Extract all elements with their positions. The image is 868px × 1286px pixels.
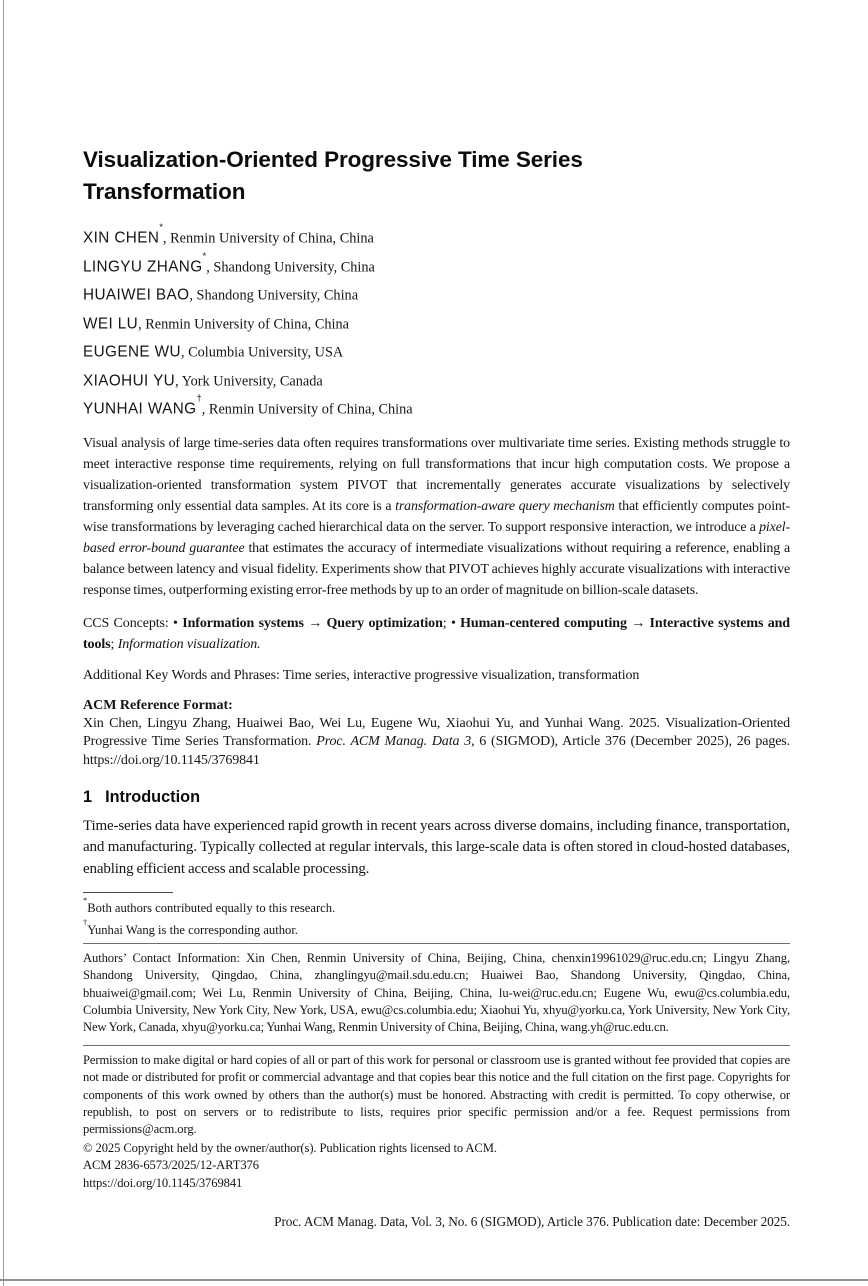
author-affiliation: , Renmin University of China, China xyxy=(201,401,413,418)
author-row xyxy=(83,251,790,280)
author-affiliation: , Renmin University of China, China xyxy=(138,315,349,332)
author-name: WEI LU xyxy=(83,314,139,332)
divider-rule xyxy=(83,1045,790,1046)
author-affiliation: , Columbia University, USA xyxy=(180,344,344,361)
author-footnote-marker: * xyxy=(159,222,163,233)
text-segment: CCS Concepts: • xyxy=(83,615,183,631)
text-segment: Xin Chen, Lingyu Zhang, Huaiwei Bao, Wei Lu, Eugene Wu, Xiaohui Yu, and Yunhai Wang. 2025. Visualization-Oriented Progressive Time Series Transformation. xyxy=(83,715,790,750)
author-row xyxy=(83,308,790,337)
author-footnote-marker: * xyxy=(202,250,207,262)
author-name: LINGYU ZHANG xyxy=(83,257,203,275)
author-affiliation: , Shandong University, China xyxy=(189,287,359,304)
copyright-line: © 2025 Copyright held by the owner/author(s). Publication rights licensed to ACM. xyxy=(83,1140,497,1155)
page-left-edge xyxy=(3,0,4,1286)
author-affiliation: , Shandong University, China xyxy=(206,258,375,275)
footnote xyxy=(83,896,790,917)
author-affiliation: , York University, Canada xyxy=(175,372,323,389)
introduction-paragraph: Time-series data have experienced rapid growth in recent years across diverse domains, including finance, transportation, and manufacturing. Typically collected at regular intervals, this large-scale data is often stored in cloud-hosted databases, enabling efficient access and scalable processing. xyxy=(83,817,790,877)
section-number: 1 xyxy=(83,787,93,806)
doi-link[interactable]: https://doi.org/10.1145/3769841 xyxy=(83,753,260,769)
footnote-rule xyxy=(83,892,173,893)
paper-title-line-2: Transformation xyxy=(83,179,246,204)
text-segment: that estimates the accuracy of intermediate visualizations without requiring a reference, enabling a balance between latency and visual fidelity. Experiments show that PIVOT achieves highly accurate visualizations with interactive response times, outperforming existing error-free methods by up to an order of magnitude on billion-scale datasets. xyxy=(83,540,791,598)
author-name: XIN CHEN xyxy=(83,229,160,247)
issn-line: ACM 2836-6573/2025/12-ART376 xyxy=(83,1158,259,1173)
text-segment: Information systems xyxy=(182,615,304,631)
text-segment: Interactive systems and tools xyxy=(83,615,790,653)
footnote-list xyxy=(83,896,790,938)
permission-notice: Permission to make digital or hard copies of all or part of this work for personal or classroom use is granted without fee provided that copies are not made or distributed for profit or commercial advantage and that copies bear this notice and the full citation on the first page. Copyrights for components of this work owned by others than the author(s) must be honored. Abstracting with credit is permitted. To copy otherwise, or republish, to post on servers or to redistribute to lists, requires prior specific permission and/or a fee. Request permissions from permissions@acm.org. xyxy=(83,1052,790,1137)
author-row xyxy=(83,393,790,422)
section-heading-introduction xyxy=(83,786,790,808)
text-segment: Query optimization xyxy=(326,615,443,631)
author-name: XIAOHUI YU xyxy=(83,371,176,389)
page-content xyxy=(83,0,790,1230)
author-name: YUNHAI WANG xyxy=(83,400,197,418)
author-name: HUAIWEI BAO xyxy=(83,286,190,304)
section-title: Introduction xyxy=(105,787,201,806)
acm-reference-heading: ACM Reference Format: xyxy=(83,697,233,713)
text-segment: transformation-aware query mechanism xyxy=(395,498,615,514)
paper-title-line-1: Visualization-Oriented Progressive Time Series xyxy=(83,147,583,172)
footnote-text: Both authors contributed equally to this research. xyxy=(87,901,336,916)
page-bottom-edge xyxy=(0,1279,868,1281)
text-segment: Visual analysis of large time-series data often requires transformations over multivariate time series. Existing methods struggle to meet interactive response time requirements, relying on full transformations that incur high computation costs. We propose a visualization-oriented transformation system PIVOT that incrementally generates accurate visualizations by selectively transforming only essential data samples. At its core is a xyxy=(83,435,790,514)
footnote xyxy=(83,918,790,939)
page-footer: Proc. ACM Manag. Data, Vol. 3, No. 6 (SIGMOD), Article 376. Publication date: December 2025. xyxy=(274,1214,790,1230)
author-footnote-marker: † xyxy=(196,393,202,405)
text-segment: , 6 (SIGMOD), Article 376 (December 2025), 26 pages. xyxy=(471,734,790,750)
acm-reference-format xyxy=(83,696,790,771)
authors-contact-info: Authors’ Contact Information: Xin Chen, Renmin University of China, Beijing, China, chenxin19961029@ruc.edu.cn; Lingyu Zhang, Shandong University, Qingdao, China, zhanglingyu@mail.sdu.edu.cn; Huaiwei Bao, Shandong University, Qingdao, China, bhuaiwei@gmail.com; Wei Lu, Renmin University of China, Beijing, China, lu-wei@ruc.edu.cn; Eugene Wu, ewu@cs.columbia.edu, Columbia University, New York City, New York, USA, ewu@cs.columbia.edu; Xiaohui Yu, xhyu@yorku.ca, York University, New York City, New York, Canada, xhyu@yorku.ca; Yunhai Wang, Renmin University of China, Beijing, China, wang.yh@ruc.edu.cn. xyxy=(83,950,790,1035)
text-segment: that efficiently computes point-wise transformations by leveraging cached hierarchical data on the server. To support responsive interaction, we introduce a xyxy=(83,498,790,535)
author-row xyxy=(83,365,790,394)
doi-link[interactable]: https://doi.org/10.1145/3769841 xyxy=(83,1175,243,1190)
abstract-paragraph xyxy=(83,433,790,601)
author-row xyxy=(83,279,790,308)
text-segment: ; xyxy=(110,637,118,653)
divider-rule xyxy=(83,943,790,944)
text-segment: Human-centered computing xyxy=(460,615,627,631)
text-segment: Proc. ACM Manag. Data 3 xyxy=(316,734,472,750)
footnote-marker: * xyxy=(83,895,88,906)
author-row xyxy=(83,336,790,365)
text-segment: → xyxy=(626,615,650,631)
text-segment: → xyxy=(303,615,327,631)
ccs-concepts xyxy=(83,613,790,656)
author-row xyxy=(83,222,790,251)
copyright-block xyxy=(83,1140,790,1192)
author-name: EUGENE WU xyxy=(83,343,181,361)
text-segment: ; • xyxy=(442,615,461,631)
author-list xyxy=(83,222,790,422)
keywords-line: Additional Key Words and Phrases: Time series, interactive progressive visualization, transformation xyxy=(83,667,640,683)
text-segment: Information visualization. xyxy=(117,637,261,653)
footnote-text: Yunhai Wang is the corresponding author. xyxy=(87,922,298,937)
text-segment: pixel-based error-bound guarantee xyxy=(83,519,790,556)
footnote-marker: † xyxy=(83,916,88,927)
author-affiliation: , Renmin University of China, China xyxy=(163,230,374,247)
paper-title xyxy=(83,144,790,208)
acm-reference-text xyxy=(83,715,790,771)
